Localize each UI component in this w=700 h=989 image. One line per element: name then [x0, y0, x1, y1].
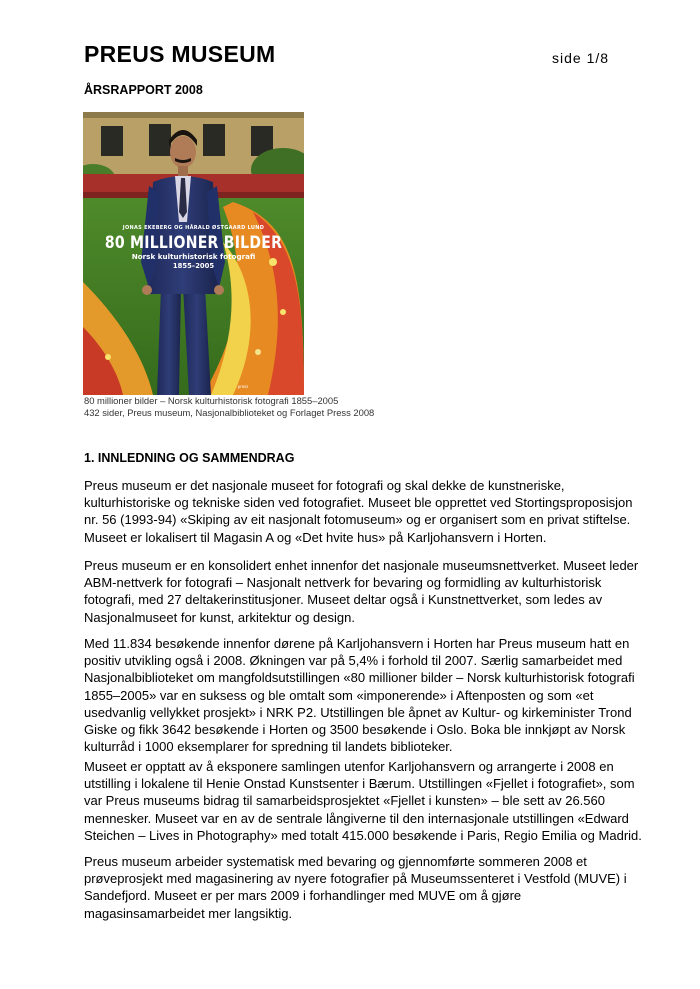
paragraph-visitors: Med 11.834 besøkende innenfor dørene på Karljohansvern i Horten har Preus museum hatt en positiv utvikling også i 2008. Økningen var på 5,4% i forhold til 2007. Særlig samarbeidet med Nasjonalbiblioteket om mangfoldsutstillingen «80 millioner bilder – Norsk kulturhistorisk fotografi 1855–2005» var en suksess og ble omtalt som «imponerende» i Aftenposten og som «et usedvanlig vellykket prosjekt» i NRK P2. Utstillingen ble åpnet av Kultur- og kirkeminister Trond Giske og fikk 3642 besøkende i Horten og 3500 besøkende i Oslo. Boka ble innkjøpt av Norsk kulturråd i 1000 eksemplarer for spredning til landets biblioteker.: [84, 636, 635, 755]
paragraph-network: Preus museum er en konsolidert enhet innenfor det nasjonale museumsnettverket. Museet leder ABM-nettverk for fotografi – Nasjonalt nettverk for bevaring og formidling av kulturhistorisk fotografi, med 27 deltakerinstitusjoner. Museet deltar også i Kunstnettverket, som ledes av Nasjonalmuseet for kunst, arkitektur og design.: [84, 558, 639, 625]
report-subtitle: ÅRSRAPPORT 2008: [84, 83, 203, 97]
section-heading: 1. INNLEDNING OG SAMMENDRAG: [84, 451, 295, 465]
document-title: PREUS MUSEUM: [84, 41, 276, 67]
caption-line-1: 80 millioner bilder – Norsk kulturhistorisk fotografi 1855–2005: [84, 395, 339, 406]
cover-publisher: press: [237, 384, 249, 389]
cover-years: 1855–2005: [172, 262, 215, 270]
page-number: side 1/8: [552, 50, 610, 66]
cover-title: 80 MILLIONER BILDER: [104, 233, 283, 252]
cover-subtitle: Norsk kulturhistorisk fotografi: [131, 252, 256, 261]
paragraph-exhibitions: Museet er opptatt av å eksponere samlingen utenfor Karljohansvern og arrangerte i 2008 en utstilling i lokalene til Henie Onstad Kunstsenter i Bærum. Utstillingen «Fjellet i fotografiet», som var Preus museums bidrag til samarbeidsprosjektet «Fjellet i kunsten» – ble sett av 26.560 mennesker. Museet var en av de sentrale långiverne til den internasjonale utstillingen «Edward Steichen – Lives in Photography» med totalt 415.000 besøkende i Paris, Regio Emilia og Madrid.: [84, 759, 642, 843]
paragraph-intro: Preus museum er det nasjonale museet for fotografi og skal dekke de kunstneriske, kulturhistoriske og tekniske siden ved fotografiet. Museet ble opprettet ved Stortingsproposisjon nr. 56 (1993-94) «Skiping av eit nasjonalt fotomuseum» og er organisert som en privat stiftelse. Museet er lokalisert til Magasin A og «Det hvite hus» på Karljohansvern i Horten.: [84, 478, 633, 545]
paragraph-conservation: Preus museum arbeider systematisk med bevaring og gjennomførte sommeren 2008 et prøveprosjekt med magasinering av nyere fotografier på Museumssenteret i Vestfold (MUVE) i Sandefjord. Museet er per mars 2009 i forhandlinger med MUVE om å gjøre magasinsamarbeidet mer langsiktig.: [84, 854, 627, 921]
image-caption: [84, 395, 374, 418]
caption-line-2: 432 sider, Preus museum, Nasjonalbiblioteket og Forlaget Press 2008: [84, 406, 375, 418]
cover-authors: JONAS EKEBERG OG HÅRALD ØSTGAARD LUND: [122, 225, 265, 231]
book-cover-image: [83, 112, 304, 395]
